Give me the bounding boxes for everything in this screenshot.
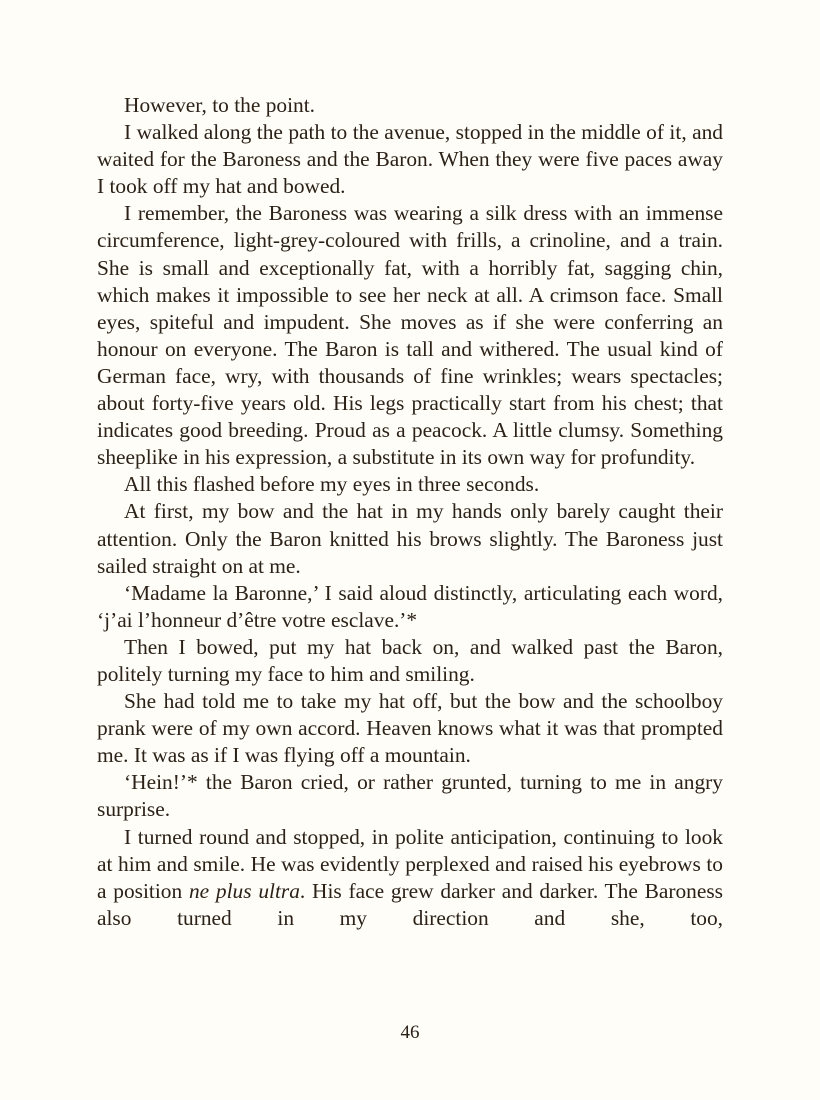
paragraph: ‘Hein!’* the Baron cried, or rather grunted, turning to me in angry surprise. xyxy=(97,770,723,822)
page-number: 46 xyxy=(400,1022,420,1043)
italic-phrase: ne plus ultra xyxy=(188,878,300,903)
paragraph xyxy=(97,824,723,932)
paragraph: ‘Madame la Baronne,’ I said aloud distinctly, articulating each word, ‘j’ai l’honneur d’être votre esclave.’* xyxy=(97,580,723,632)
paragraph: I remember, the Baroness was wearing a silk dress with an immense circumference, light-grey-coloured with frills, a crinoline, and a train. She is small and exceptionally fat, with a horribly fat, sagging chin, which makes it impossible to see her neck at all. A crimson face. Small eyes, spiteful and impudent. She moves as if she were conferring an honour on everyone. The Baron is tall and withered. The usual kind of German face, wry, with thousands of fine wrinkles; wears spectacles; about forty-five years old. His legs practically start from his chest; that indicates good breeding. Proud as a peacock. A little clumsy. Something sheeplike in his expression, a substitute in its own way for profundity. xyxy=(97,201,723,470)
paragraph: Then I bowed, put my hat back on, and walked past the Baron, politely turning my face to him and smiling. xyxy=(97,634,723,686)
paragraph-text: I turned round and stopped, in polite anticipation, continuing to look at him and smile. He was evidently perplexed and raised his eyebrows to a position xyxy=(97,824,723,903)
paragraph-text: . His face grew darker and darker. The Baroness also turned in my direction and she, too, xyxy=(97,878,723,930)
page-body xyxy=(97,92,723,932)
paragraph: I walked along the path to the avenue, stopped in the middle of it, and waited for the Baroness and the Baron. When they were five paces away I took off my hat and bowed. xyxy=(97,120,723,199)
paragraph: At first, my bow and the hat in my hands only barely caught their attention. Only the Baron knitted his brows slightly. The Baroness just sailed straight on at me. xyxy=(97,499,723,578)
paragraph: She had told me to take my hat off, but the bow and the schoolboy prank were of my own accord. Heaven knows what it was that prompted me. It was as if I was flying off a mountain. xyxy=(97,689,723,768)
paragraph: All this flashed before my eyes in three seconds. xyxy=(124,472,540,497)
paragraph: However, to the point. xyxy=(124,93,316,117)
